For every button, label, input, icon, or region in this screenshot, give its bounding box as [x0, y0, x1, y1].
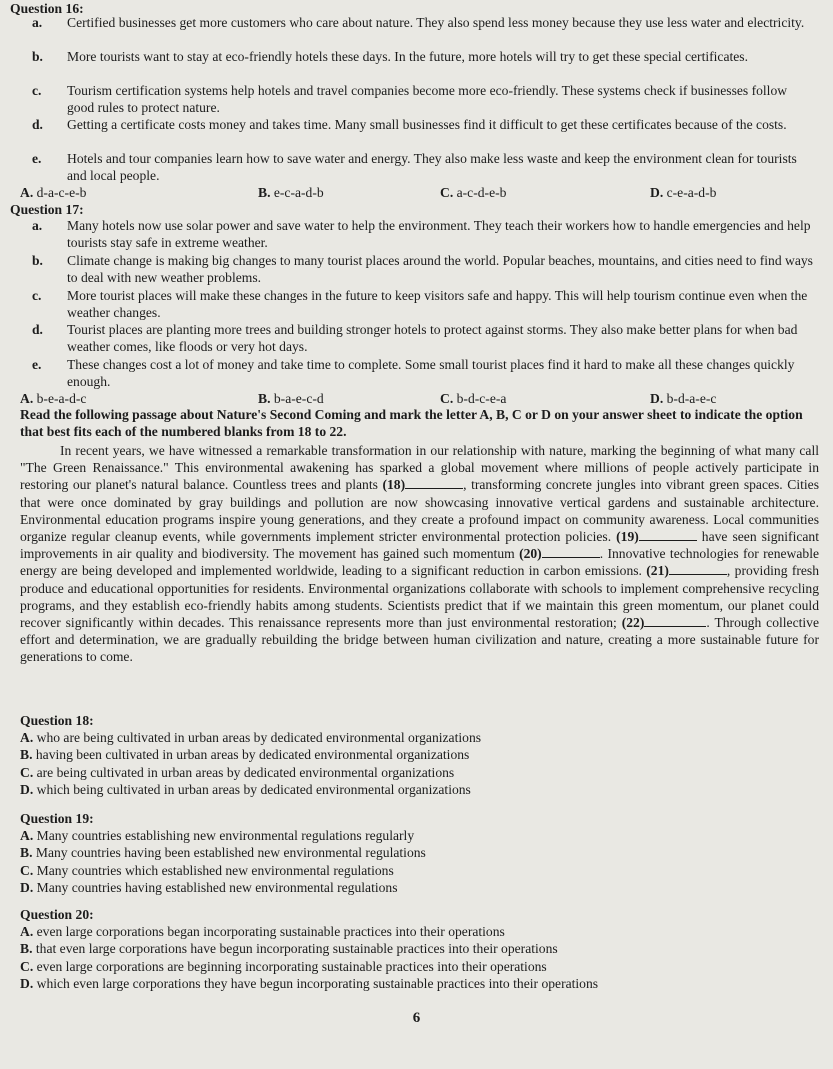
- item-label: b.: [32, 253, 43, 268]
- option-c[interactable]: C. Many countries which established new environmental regulations: [20, 862, 394, 878]
- item-text: These changes cost a lot of money and take time to complete. Some small tourist places find it hard to make all these changes quickly enough.: [67, 357, 795, 390]
- passage-text: , providing fresh produce and educational opportunities for residents. Environmental organizations collaborate with schools to implement comprehensive recycling programs, and they establish eco-friendly habits among students. Scientists predict that if we maintain this green momentum, our planet could recover significantly within decades. This renaissance represents more than just environmental restoration;: [20, 563, 819, 631]
- blank-21: [669, 563, 727, 575]
- blank-21-number: (21): [646, 563, 669, 579]
- item-label: d.: [32, 322, 43, 337]
- blank-22: [644, 615, 706, 627]
- item-text: Tourist places are planting more trees and building stronger hotels to protect against storms. They also make better plans for when bad weather comes, like floods or very hot days.: [67, 322, 798, 355]
- option-d[interactable]: D. c-e-a-d-b: [650, 185, 717, 200]
- blank-19-number: (19): [616, 529, 639, 545]
- question-16-title: Question 16:: [10, 1, 84, 16]
- item-text: Tourism certification systems help hotels and travel companies become more eco-friendly. These systems check if businesses follow good rules to protect nature.: [67, 83, 788, 116]
- q16-item-a: [10, 14, 815, 31]
- item-text: Hotels and tour companies learn how to save water and energy. They also make less waste and keep the environment clean for tourists and local people.: [67, 151, 797, 184]
- option-d[interactable]: D. which even large corporations they have begun incorporating sustainable practices into their operations: [20, 975, 599, 991]
- option-a[interactable]: A. Many countries establishing new environmental regulations regularly: [20, 828, 415, 844]
- q17-item-a: [10, 217, 815, 251]
- item-label: c.: [32, 288, 42, 303]
- item-label: a.: [32, 15, 43, 30]
- question-19-title: Question 19:: [20, 811, 94, 826]
- question-17-title: Question 17:: [10, 202, 84, 217]
- blank-18: [405, 477, 463, 489]
- q16-item-e: [10, 150, 815, 184]
- q16-options: [20, 184, 815, 201]
- blank-22-number: (22): [621, 615, 645, 631]
- blank-19: [639, 529, 697, 541]
- passage-text: . Through collective effort and determination, we are gradually rebuilding the bridge between human civilization and nature, creating a more sustainable future for generations to come.: [20, 615, 819, 665]
- option-c[interactable]: C. a-c-d-e-b: [440, 185, 507, 200]
- item-label: b.: [32, 49, 43, 64]
- passage-text: have seen significant improvements in air quality and biodiversity. The movement has gained such momentum: [20, 529, 820, 562]
- reading-passage: [20, 442, 819, 666]
- option-a[interactable]: A. who are being cultivated in urban areas by dedicated environmental organizations: [20, 730, 482, 746]
- q17-item-e: [10, 356, 815, 390]
- passage-text: In recent years, we have witnessed a remarkable transformation in our relationship with nature, marking the beginning of what many call "The Green Renaissance." This environmental awakening has sparked a global movement where millions of people actively participate in restoring our planet's natural balance. Countless trees and plants: [20, 443, 819, 493]
- q16-item-d: [10, 116, 815, 133]
- option-d[interactable]: D. which being cultivated in urban areas by dedicated environmental organizations: [20, 781, 471, 797]
- question-18: [20, 712, 481, 798]
- option-c[interactable]: C. even large corporations are beginning incorporating sustainable practices into their operations: [20, 958, 547, 974]
- option-a[interactable]: A. even large corporations began incorporating sustainable practices into their operations: [20, 924, 505, 940]
- q16-item-c: [10, 82, 815, 116]
- blank-20: [542, 546, 600, 558]
- option-b[interactable]: B. that even large corporations have begun incorporating sustainable practices into their operations: [20, 941, 558, 957]
- page-number: 6: [412, 1010, 421, 1026]
- item-text: More tourists want to stay at eco-friendly hotels these days. In the future, more hotels will try to get these special certificates.: [67, 49, 748, 64]
- option-c[interactable]: C. are being cultivated in urban areas by dedicated environmental organizations: [20, 764, 455, 780]
- option-a[interactable]: A. b-e-a-d-c: [20, 391, 87, 406]
- item-label: c.: [32, 83, 42, 98]
- question-20-title: Question 20:: [20, 907, 94, 922]
- option-b[interactable]: B. b-a-e-c-d: [258, 391, 324, 406]
- q17-item-d: [10, 321, 815, 355]
- option-b[interactable]: B. having been cultivated in urban areas by dedicated environmental organizations: [20, 747, 470, 763]
- question-18-title: Question 18:: [20, 713, 94, 728]
- option-d[interactable]: D. b-d-a-e-c: [650, 391, 717, 406]
- item-text: Many hotels now use solar power and save water to help the environment. They teach their workers how to handle emergencies and help tourists stay safe in extreme weather.: [67, 218, 811, 251]
- question-19: [20, 810, 426, 896]
- item-text: Climate change is making big changes to many tourist places around the world. Popular beaches, mountains, and cities need to find ways to deal with new weather problems.: [67, 253, 813, 286]
- blank-20-number: (20): [519, 546, 542, 562]
- item-text: Getting a certificate costs money and takes time. Many small businesses find it difficult to get these certificates because of the costs.: [67, 117, 787, 132]
- q16-item-b: [10, 48, 815, 65]
- item-text: More tourist places will make these changes in the future to keep visitors safe and happy. This will help tourism continue even when the weather changes.: [67, 288, 808, 321]
- q17-options: [20, 390, 815, 407]
- item-label: e.: [32, 357, 42, 372]
- option-d[interactable]: D. Many countries having established new environmental regulations: [20, 879, 398, 895]
- item-label: e.: [32, 151, 42, 166]
- q17-item-b: [10, 252, 815, 286]
- passage-text: . Innovative technologies for renewable energy are being developed and implemented worldwide, leading to a significant reduction in carbon emissions.: [20, 546, 820, 579]
- item-text: Certified businesses get more customers who care about nature. They also spend less money because they use less water and electricity.: [67, 15, 805, 30]
- reading-instruction: Read the following passage about Nature's Second Coming and mark the letter A, B, C or D on your answer sheet to indicate the option that best fits each of the numbered blanks from 18 to 22.: [20, 407, 803, 440]
- question-20: [20, 906, 598, 992]
- passage-text: , transforming concrete jungles into vibrant green spaces. Cities that were once dominated by gray buildings and pollution are now showcasing innovative vertical gardens and sustainable architecture. Environmental education programs inspire young generations, and they create a profound impact on community awareness. Local communities organize regular cleanup events, while governments implement stricter environmental protection policies.: [20, 477, 819, 545]
- option-a[interactable]: A. d-a-c-e-b: [20, 185, 87, 200]
- blank-18-number: (18): [382, 477, 406, 493]
- q17-item-c: [10, 287, 815, 321]
- option-c[interactable]: C. b-d-c-e-a: [440, 391, 507, 406]
- option-b[interactable]: B. e-c-a-d-b: [258, 185, 324, 200]
- item-label: a.: [32, 218, 43, 233]
- item-label: d.: [32, 117, 43, 132]
- option-b[interactable]: B. Many countries having been established new environmental regulations: [20, 845, 426, 861]
